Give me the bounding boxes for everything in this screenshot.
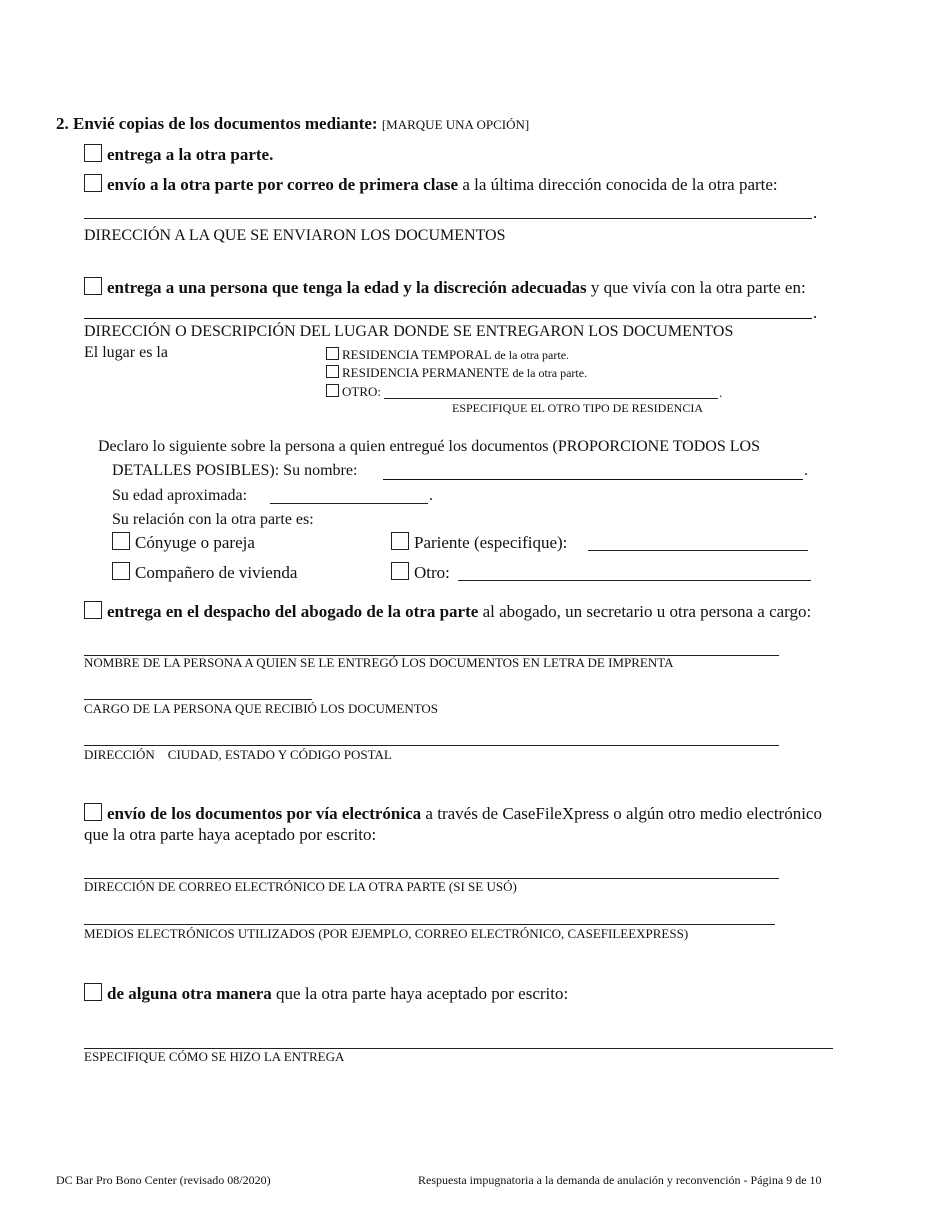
substitute-delivery-checkbox[interactable] (84, 277, 102, 295)
other-method-label: de alguna otra manera (107, 984, 272, 1003)
electronic-means-caption: MEDIOS ELECTRÓNICOS UTILIZADOS (POR EJEMPLO, CORREO ELECTRÓNICO, CASEFILEEXPRESS) (84, 926, 689, 941)
footer-right: Respuesta impugnatoria a la demanda de anulación y reconvención - Página 9 de 10 (418, 1173, 822, 1187)
mail-address-caption: DIRECCIÓN A LA QUE SE ENVIARON LOS DOCUMENTOS (84, 227, 506, 244)
relation-relative-checkbox[interactable] (391, 532, 409, 550)
residence-other-period: . (719, 385, 723, 400)
residence-temporary-rest: de la otra parte. (494, 348, 570, 362)
footer-left: DC Bar Pro Bono Center (revisado 08/2020) (56, 1173, 271, 1187)
first-class-mail-rest: a la última dirección conocida de la otra parte: (462, 175, 778, 194)
delivery-place-input-line[interactable] (84, 318, 812, 319)
residence-permanent-rest: de la otra parte. (512, 366, 588, 380)
office-address-caption: DIRECCIÓN CIUDAD, ESTADO Y CÓDIGO POSTAL (84, 747, 392, 762)
electronic-means-input-line[interactable] (84, 924, 775, 925)
personal-delivery-checkbox[interactable] (84, 144, 102, 162)
relation-relative-input-line[interactable] (588, 550, 808, 551)
option-substitute-delivery (84, 277, 806, 298)
recipient-name-caption: NOMBRE DE LA PERSONA A QUIEN SE LE ENTREGÓ LOS DOCUMENTOS EN LETRA DE IMPRENTA (84, 655, 674, 670)
relation-relative-option (391, 532, 567, 553)
electronic-delivery-checkbox[interactable] (84, 803, 102, 821)
first-class-mail-checkbox[interactable] (84, 174, 102, 192)
recipient-role-caption: CARGO DE LA PERSONA QUE RECIBIÓ LOS DOCUMENTOS (84, 701, 439, 716)
person-name-input-line[interactable] (383, 479, 803, 480)
substitute-delivery-label: entrega a una persona que tenga la edad y la discreción adecuadas (107, 278, 587, 297)
person-name-period: . (804, 462, 808, 479)
residence-permanent-caps: RESIDENCIA PERMANENTE (342, 365, 510, 380)
relationship-label: Su relación con la otra parte es: (112, 511, 314, 528)
attorney-office-rest: al abogado, un secretario u otra persona a cargo: (482, 602, 812, 621)
residence-temporary-option (326, 347, 569, 363)
relation-roommate-label: Compañero de vivienda (135, 563, 298, 582)
residence-permanent-checkbox[interactable] (326, 365, 339, 378)
declaration-text-line2: DETALLES POSIBLES): Su nombre: (112, 462, 358, 479)
residence-permanent-option (326, 365, 587, 381)
residence-temporary-caps: RESIDENCIA TEMPORAL (342, 347, 492, 362)
option-other-method (84, 983, 568, 1004)
approx-age-label: Su edad aproximada: (112, 487, 248, 504)
section-heading-text: 2. Envié copias de los documentos mediante: (56, 114, 378, 133)
place-type-label: El lugar es la (84, 344, 168, 361)
office-address-input-line[interactable] (84, 745, 779, 746)
attorney-office-checkbox[interactable] (84, 601, 102, 619)
residence-other-input-line[interactable] (384, 398, 718, 399)
relation-spouse-option (112, 532, 255, 553)
substitute-delivery-rest: y que vivía con la otra parte en: (590, 278, 806, 297)
delivery-place-caption: DIRECCIÓN O DESCRIPCIÓN DEL LUGAR DONDE SE ENTREGARON LOS DOCUMENTOS (84, 323, 734, 340)
option-attorney-office (84, 601, 811, 622)
mail-address-input-line[interactable] (84, 218, 812, 219)
approx-age-input-line[interactable] (270, 503, 428, 504)
residence-other-caption: ESPECIFIQUE EL OTRO TIPO DE RESIDENCIA (452, 401, 703, 415)
personal-delivery-label: entrega a la otra parte. (107, 145, 274, 164)
attorney-office-label: entrega en el despacho del abogado de la otra parte (107, 602, 479, 621)
first-class-mail-label: envío a la otra parte por correo de primera clase (107, 175, 459, 194)
email-address-caption: DIRECCIÓN DE CORREO ELECTRÓNICO DE LA OTRA PARTE (SI SE USÓ) (84, 879, 517, 894)
relation-roommate-option (112, 562, 297, 583)
relation-relative-label: Pariente (especifique): (414, 533, 568, 552)
electronic-delivery-label: envío de los documentos por vía electrónica (107, 804, 422, 823)
mail-address-period: . (813, 203, 818, 222)
option-personal-delivery (84, 144, 273, 165)
section-heading (56, 114, 529, 134)
relation-spouse-label: Cónyuge o pareja (135, 533, 255, 552)
relation-other-checkbox[interactable] (391, 562, 409, 580)
residence-temporary-checkbox[interactable] (326, 347, 339, 360)
electronic-delivery-line2: que la otra parte haya aceptado por escrito: (84, 825, 377, 844)
delivery-place-period: . (813, 303, 818, 322)
other-method-caption: ESPECIFIQUE CÓMO SE HIZO LA ENTREGA (84, 1049, 345, 1064)
relation-other-input-line[interactable] (458, 580, 811, 581)
relation-spouse-checkbox[interactable] (112, 532, 130, 550)
approx-age-period: . (429, 487, 433, 504)
residence-other-label: OTRO: (342, 384, 381, 399)
declaration-text-line1: Declaro lo siguiente sobre la persona a quien entregué los documentos (PROPORCIONE TODOS LOS (98, 438, 760, 455)
residence-other-option (326, 384, 381, 400)
relation-roommate-checkbox[interactable] (112, 562, 130, 580)
relation-other-label: Otro: (414, 563, 450, 582)
other-method-rest: que la otra parte haya aceptado por escrito: (276, 984, 569, 1003)
electronic-delivery-rest: a través de CaseFileXpress o algún otro medio electrónico (425, 804, 822, 823)
relation-other-option (391, 562, 450, 583)
residence-other-checkbox[interactable] (326, 384, 339, 397)
recipient-role-input-line[interactable] (84, 699, 312, 700)
option-electronic-delivery (84, 803, 822, 824)
other-method-checkbox[interactable] (84, 983, 102, 1001)
option-first-class-mail (84, 174, 778, 195)
section-heading-note: [MARQUE UNA OPCIÓN] (381, 117, 530, 132)
